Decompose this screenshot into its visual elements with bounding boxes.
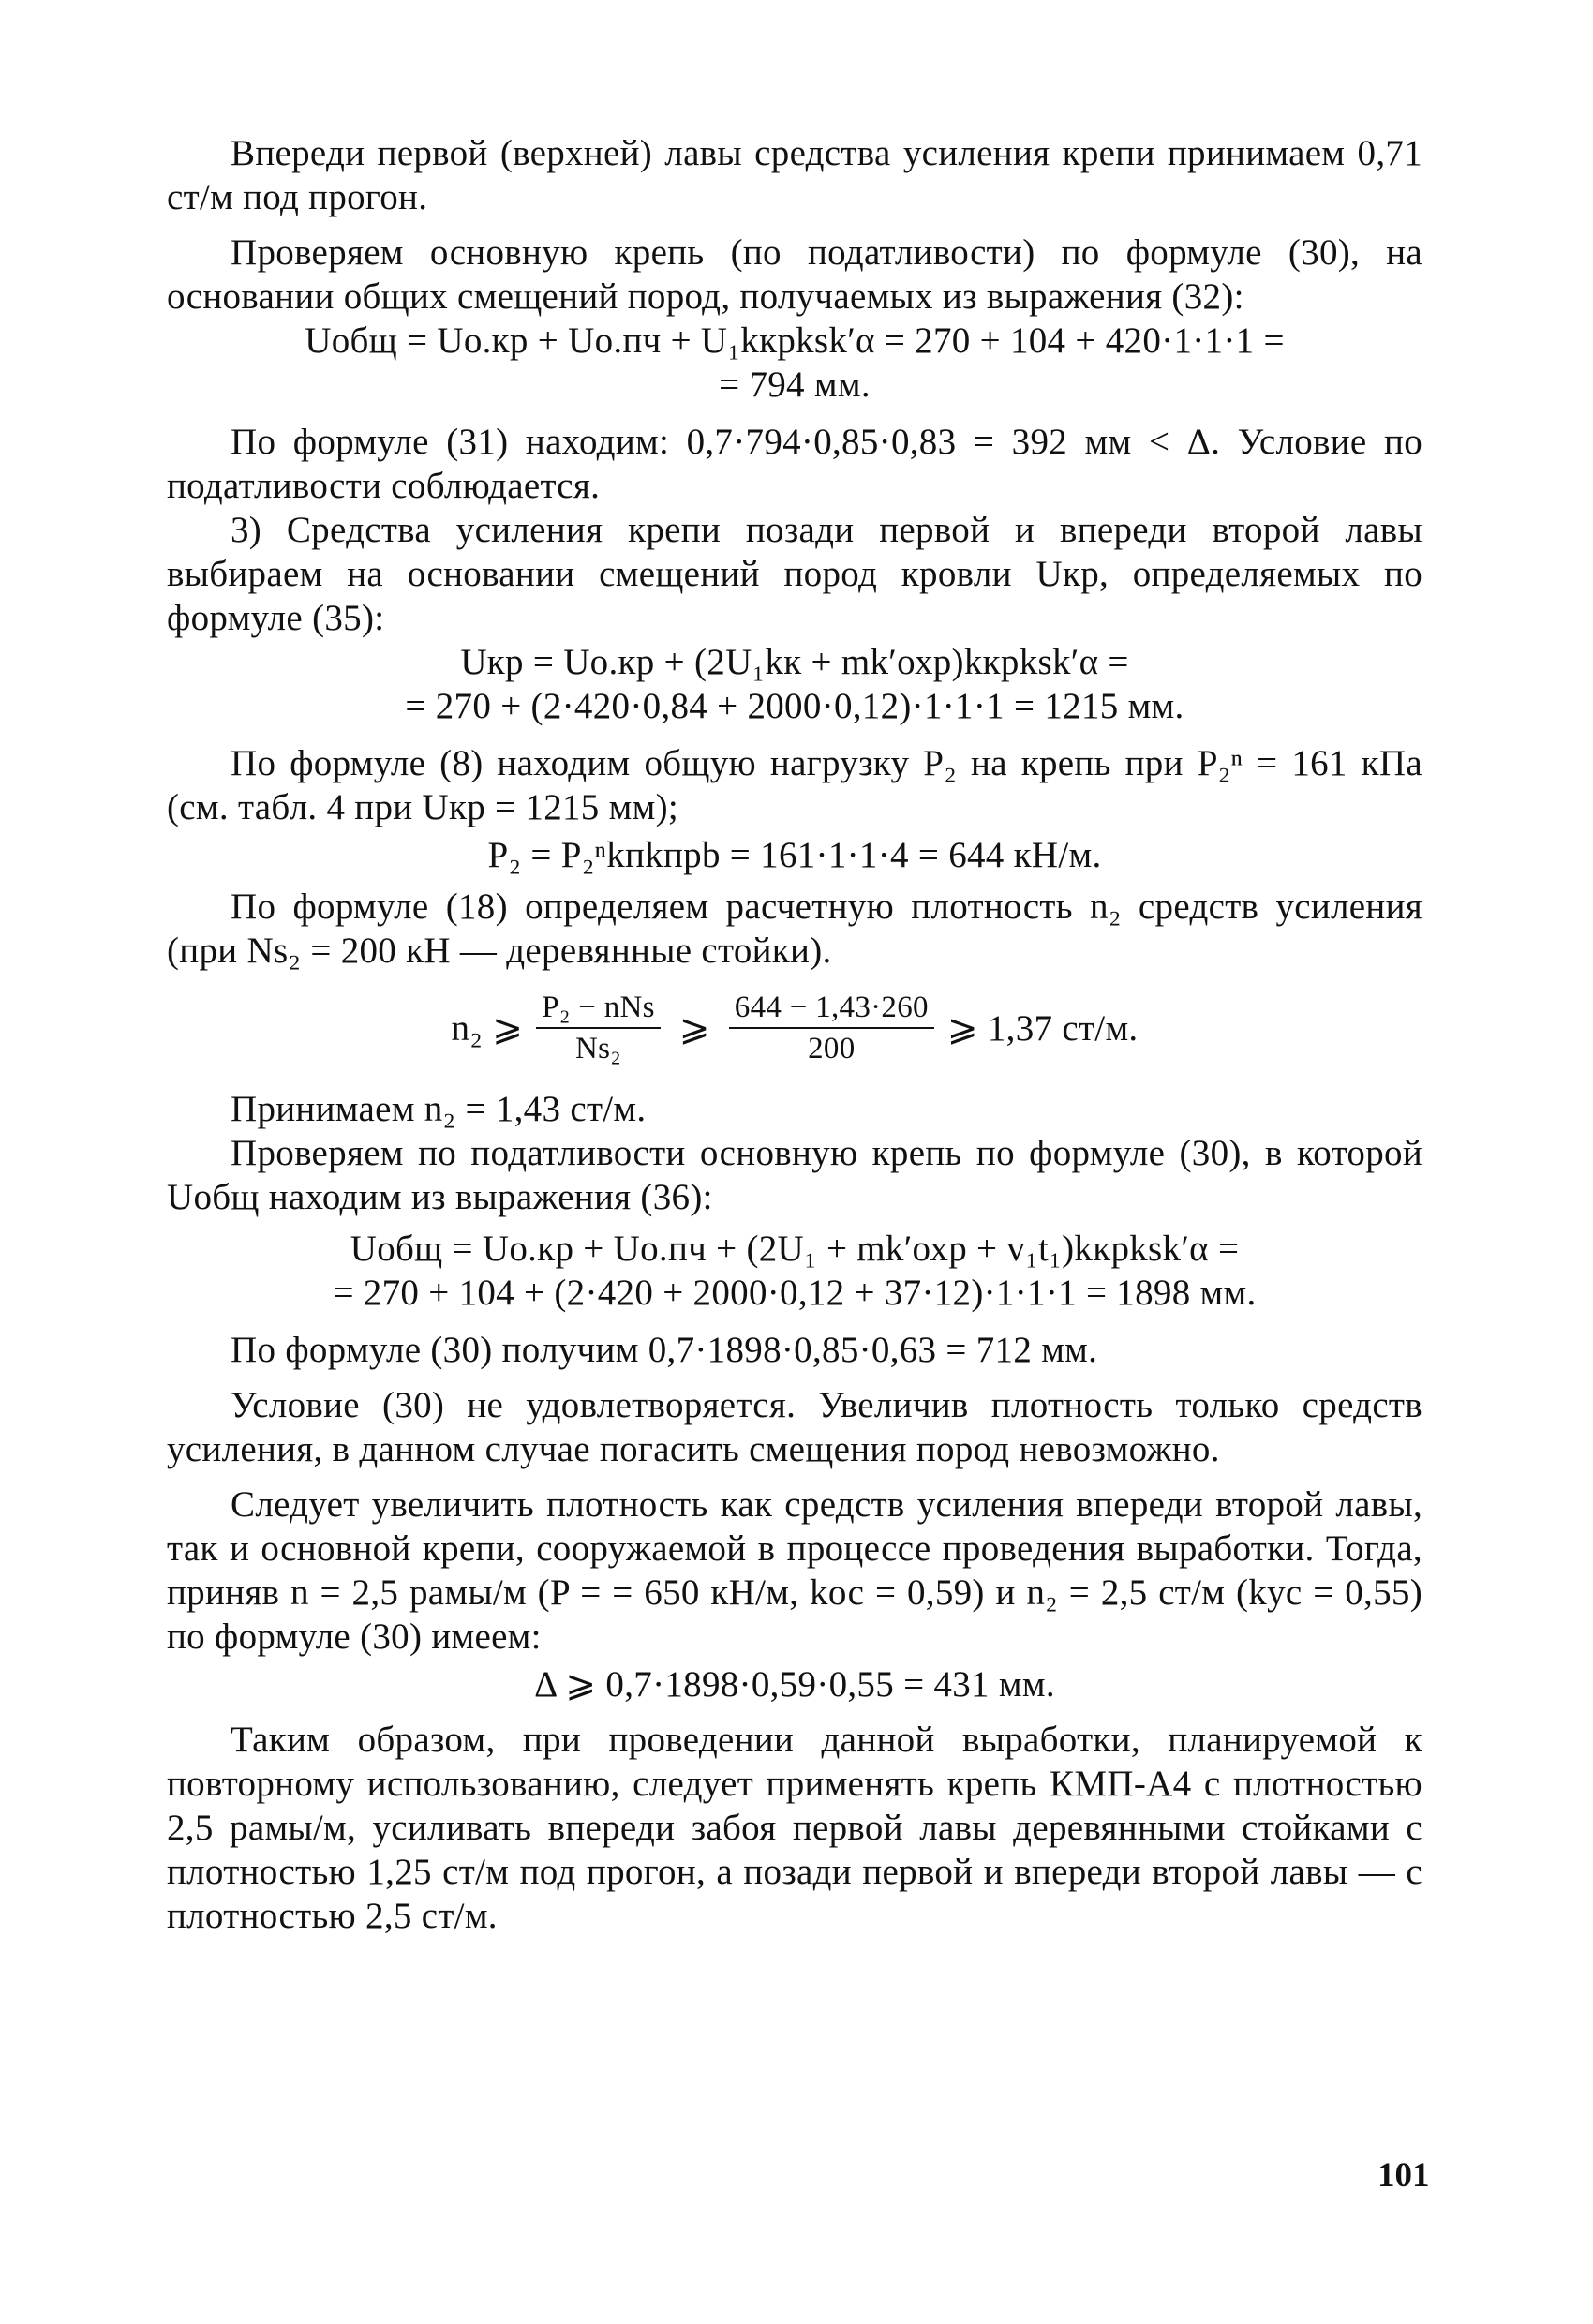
paragraph-3: По формуле (31) находим: 0,7·794·0,85·0,83 = 392 мм < Δ. Условие по податливости соблюдается. (167, 422, 1422, 506)
paragraph-10: Условие (30) не удовлетворяется. Увеличив плотность только средств усиления, в данном случае погасить смещения пород невозможно. (167, 1385, 1422, 1469)
page-number: 101 (1377, 2156, 1430, 2195)
paragraph-8: Проверяем по податливости основную крепь по формуле (30), в которой Uобщ находим из выражения (36): (167, 1133, 1422, 1217)
equation-4-fraction-2 (729, 990, 934, 1066)
paragraph-11: Следует увеличить плотность как средств усиления впереди второй лавы, так и основной крепи, сооружаемой в процессе проведения выработки. Тогда, приняв n = 2,5 рамы/м (P = = 650 кН/м, kос = 0,59) и n₂ = 2,5 ст/м (kус = 0,55) по формуле (30) имеем: (167, 1484, 1422, 1657)
equation-4-fraction-1 (536, 990, 661, 1066)
equation-3: P₂ = P₂ⁿkпkпрb = 161·1·1·4 = 644 кН/м. (487, 835, 1102, 875)
paragraph-1: Впереди первой (верхней) лавы средства усиления крепи принимаем 0,71 ст/м под прогон. (167, 133, 1422, 217)
equation-4 (167, 990, 1422, 1066)
fraction-2-denominator: 200 (808, 1032, 856, 1065)
fraction-1-denominator: Ns₂ (574, 1032, 622, 1065)
fraction-2-numerator: 644 − 1,43·260 (729, 990, 934, 1029)
equation-4-rhs: ⩾ 1,37 ст/м. (946, 1007, 1139, 1049)
equation-5-line-1: Uобщ = Uо.кр + Uо.пч + (2U₁ + mk′охр + v₁t₁)kкрksk′α = (350, 1229, 1240, 1269)
paragraph-9: По формуле (30) получим 0,7·1898·0,85·0,63 = 712 мм. (231, 1330, 1098, 1370)
equation-2-line-2: = 270 + (2·420·0,84 + 2000·0,12)·1·1·1 = 1215 мм. (405, 686, 1184, 726)
paragraph-7: Принимаем n₂ = 1,43 ст/м. (231, 1089, 647, 1129)
equation-6: Δ ⩾ 0,7·1898·0,59·0,55 = 431 мм. (534, 1664, 1055, 1705)
paragraph-4: 3) Средства усиления крепи позади первой и впереди второй лавы выбираем на основании смещений пород кровли Uкр, определяемых по формуле (35): (167, 510, 1422, 638)
equation-1-line-2: = 794 мм. (719, 365, 871, 405)
equation-1-line-1: Uобщ = Uо.кр + Uо.пч + U₁kкрksk′α = 270 + 104 + 420·1·1·1 = (305, 320, 1285, 361)
fraction-1-numerator: P₂ − nNs (536, 990, 661, 1029)
equation-2-line-1: Uкр = Uо.кр + (2U₁kк + mk′охр)kкрksk′α = (460, 642, 1129, 682)
equation-5-line-2: = 270 + 104 + (2·420 + 2000·0,12 + 37·12)·1·1·1 = 1898 мм. (333, 1273, 1257, 1313)
equation-4-lhs: n₂ ⩾ (451, 1007, 524, 1049)
page-body (167, 131, 1422, 1938)
paragraph-2: Проверяем основную крепь (по податливости) по формуле (30), на основании общих смещений пород, получаемых из выражения (32): (167, 232, 1422, 317)
paragraph-12: Таким образом, при проведении данной выработки, планируемой к повторному использованию, следует применять крепь КМП-А4 с плотностью 2,5 рамы/м, усиливать впереди забоя первой лавы деревянными стойками с плотностью 1,25 ст/м под прогон, а позади первой и впереди второй лавы — с плотностью 2,5 ст/м. (167, 1720, 1422, 1936)
paragraph-6: По формуле (18) определяем расчетную плотность n₂ средств усиления (при Ns₂ = 200 кН — деревянные стойки). (167, 886, 1422, 971)
equation-4-ge-sign: ⩾ (678, 1007, 710, 1049)
paragraph-5: По формуле (8) находим общую нагрузку P₂ на крепь при P₂ⁿ = 161 кПа (см. табл. 4 при Uкр = 1215 мм); (167, 743, 1422, 827)
